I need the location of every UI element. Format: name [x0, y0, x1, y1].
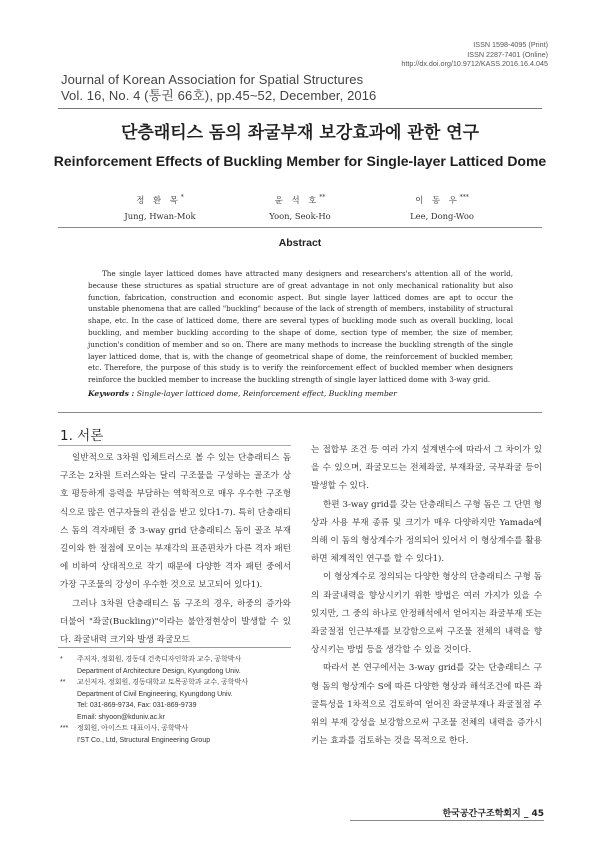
footnote-mark: ** — [60, 679, 66, 686]
journal-name: Journal of Korean Association for Spatial Structures — [61, 72, 364, 87]
footer-underline — [350, 820, 544, 821]
paragraph: 는 접합부 조건 등 여러 가지 설계변수에 따라서 그 차이가 있을 수 있으며, 좌굴모드는 전체좌굴, 부재좌굴, 국부좌굴 등이 발생할 수 있다. — [311, 445, 542, 492]
body-column-right — [311, 441, 542, 750]
author-name-en: Jung, Hwan-Mok — [124, 210, 196, 221]
paragraph: 일반적으로 3차원 입체트러스로 볼 수 있는 단층래티스 돔 구조는 2차원 트러스와는 달리 구조물을 구성하는 골조가 상호 평등하게 응력을 부담하는 역학적으로 매우 우수한 구조형식으로 많은 연구자들의 관심을 받고 있다1-7). 특히 단층래티스 돔의 격자패턴 중 3-way grid 단층래티스 돔이 골조 부재 길이와 한 절점에 모이는 부재각의 표준편차가 다른 격자 패턴에 비하여 상대적으로 작기 때문에 다양한 격자 패턴 중에서 가장 구조물의 강성이 우수한 것으로 보고되어 있다1). — [60, 453, 291, 591]
footnote-line: 교신저자, 정회원, 경동대학교 토목공학과 교수, 공학박사 — [77, 679, 249, 686]
paragraph: 이 형상계수로 정의되는 다양한 형상의 단층래티스 구형 돔의 좌굴내력을 향상시키기 위한 방법은 여러 가지가 있을 수 있지만, 그 중의 하나로 안정해석에서 얻어지는 좌굴부재 또는 좌굴절점 인근부재를 보강함으로써 구조물 전체의 내력을 향상시키는 방법 등을 생각할 수 있을 것이다. — [311, 572, 542, 656]
footnote-2 — [60, 677, 300, 723]
footnote-1 — [60, 654, 300, 677]
keywords — [88, 389, 513, 398]
paragraph: 그러나 3차원 단층래티스 돔 구조의 경우, 하중의 증가와 더불어 "좌굴(Buckling)"이라는 불안정현상이 발생할 수 있다. 좌굴내력 크기와 발생 좌굴모드 — [60, 598, 291, 646]
author-mark: ** — [319, 194, 326, 201]
author-1 — [90, 190, 230, 224]
author-mark: *** — [459, 194, 469, 201]
author-3 — [372, 190, 512, 224]
body-column-left — [60, 449, 291, 649]
footnote-line: 정회원, 아이스트 대표이사, 공학박사 — [77, 725, 189, 732]
author-name-ko: 윤 석 호 — [274, 194, 320, 205]
issn-online: ISSN 2287-7401 (Online) — [467, 49, 548, 59]
footnote-mark: *** — [60, 725, 69, 732]
paragraph: 한편 3-way grid를 갖는 단층래티스 구형 돔은 그 단면 형상과 사용 부재 종류 및 크기가 매우 다양하지만 Yamada에 의해 이 돔의 형상계수가 정의되어 있어서 이 형상계수를 활용하면 체계적인 연구를 할 수 있다1). — [311, 499, 542, 565]
section-heading-intro: 1. 서론 — [60, 428, 104, 444]
footnote-line: Department of Architecture Design, Kyungdong Univ. — [77, 667, 241, 675]
abstract-text: The single layer latticed domes have attracted many designers and researchers's attention all of the world, because these structures as spatial structure are of great advantage in not only mechanical rationality but also function, fabrication, construction and economic aspect. But single layer latticed domes are apt to occur the unstable phenomena that are called "buckling" because of the lack of strength of members, instability of structural shape, etc. In the case of latticed dome, there are several types of buckling mode such as overall buckling, local buckling, and member buckling according to the shape of dome, section type of member, the size of member, junction's condition of member and so on. There are many methods to increase the buckling strength of the single layer latticed dome, that is, with the change of geometrical shape of dome, the reinforcement of buckled member, etc. Therefore, the purpose of this study is to verify the reinforcement effect of buckled member when designers reinforce the buckled member to increase the buckling strength of single layer latticed dome with 3-way grid. — [88, 269, 513, 385]
author-mark: * — [180, 194, 184, 201]
abstract-heading: Abstract — [278, 237, 322, 249]
footnote-divider — [58, 647, 291, 648]
title-korean: 단층래티스 돔의 좌굴부재 보강효과에 관한 연구 — [120, 123, 480, 143]
author-name-en: Yoon, Seok-Ho — [269, 210, 331, 221]
footnote-3 — [60, 723, 300, 746]
footnotes — [60, 654, 300, 746]
authors-divider — [58, 227, 542, 228]
section-heading-underline — [58, 445, 291, 446]
footnote-line: 주저자, 정회원, 경동대 건축디자인학과 교수, 공학박사 — [77, 656, 242, 663]
footnote-mark: * — [60, 656, 63, 663]
footnote-line: I'ST Co., Ltd, Structural Engineering Group — [77, 736, 211, 744]
footnote-line: Department of Civil Engineering, Kyungdong Univ. — [77, 690, 233, 698]
page-footer: 한국공간구조학회지 _ 45 — [442, 809, 544, 819]
footnote-line: Tel: 031-869-9734, Fax: 031-869-9739 — [77, 702, 197, 709]
author-name-ko: 이 동 우 — [415, 194, 460, 205]
author-name-en: Lee, Dong-Woo — [410, 210, 474, 221]
issn-block — [401, 40, 548, 69]
keywords-list: Single-layer latticed dome, Reinforcement effect, Buckling member — [136, 389, 397, 398]
volume-line: Vol. 16, No. 4 (통권 66호), pp.45~52, December, 2016 — [61, 88, 377, 103]
journal-header — [61, 72, 376, 104]
doi-link[interactable]: http://dx.doi.org/10.9712/KASS.2016.16.4.045 — [401, 59, 548, 68]
header-divider — [58, 108, 542, 109]
author-2 — [230, 190, 370, 224]
abstract-divider — [58, 412, 542, 413]
footnote-email[interactable]: Email: shyoon@kduniv.ac.kr — [77, 713, 165, 721]
keywords-label: Keywords : — [88, 389, 135, 398]
paragraph: 따라서 본 연구에서는 3-way grid를 갖는 단층래티스 구형 돔의 형상계수 S에 따른 다양한 형상과 해석조건에 따른 좌굴특성을 1차적으로 검토하여 얻어진 좌굴부재나 좌굴절점 주위의 부재 강성을 보강함으로써 구조물 전체의 내력을 증가시키는 효과를 검토하는 것을 목적으로 한다. — [311, 663, 542, 747]
title-english: Reinforcement Effects of Buckling Member for Single-layer Latticed Dome — [53, 153, 547, 169]
issn-print: ISSN 1598-4095 (Print) — [473, 40, 548, 49]
author-name-ko: 정 환 목 — [136, 194, 181, 205]
